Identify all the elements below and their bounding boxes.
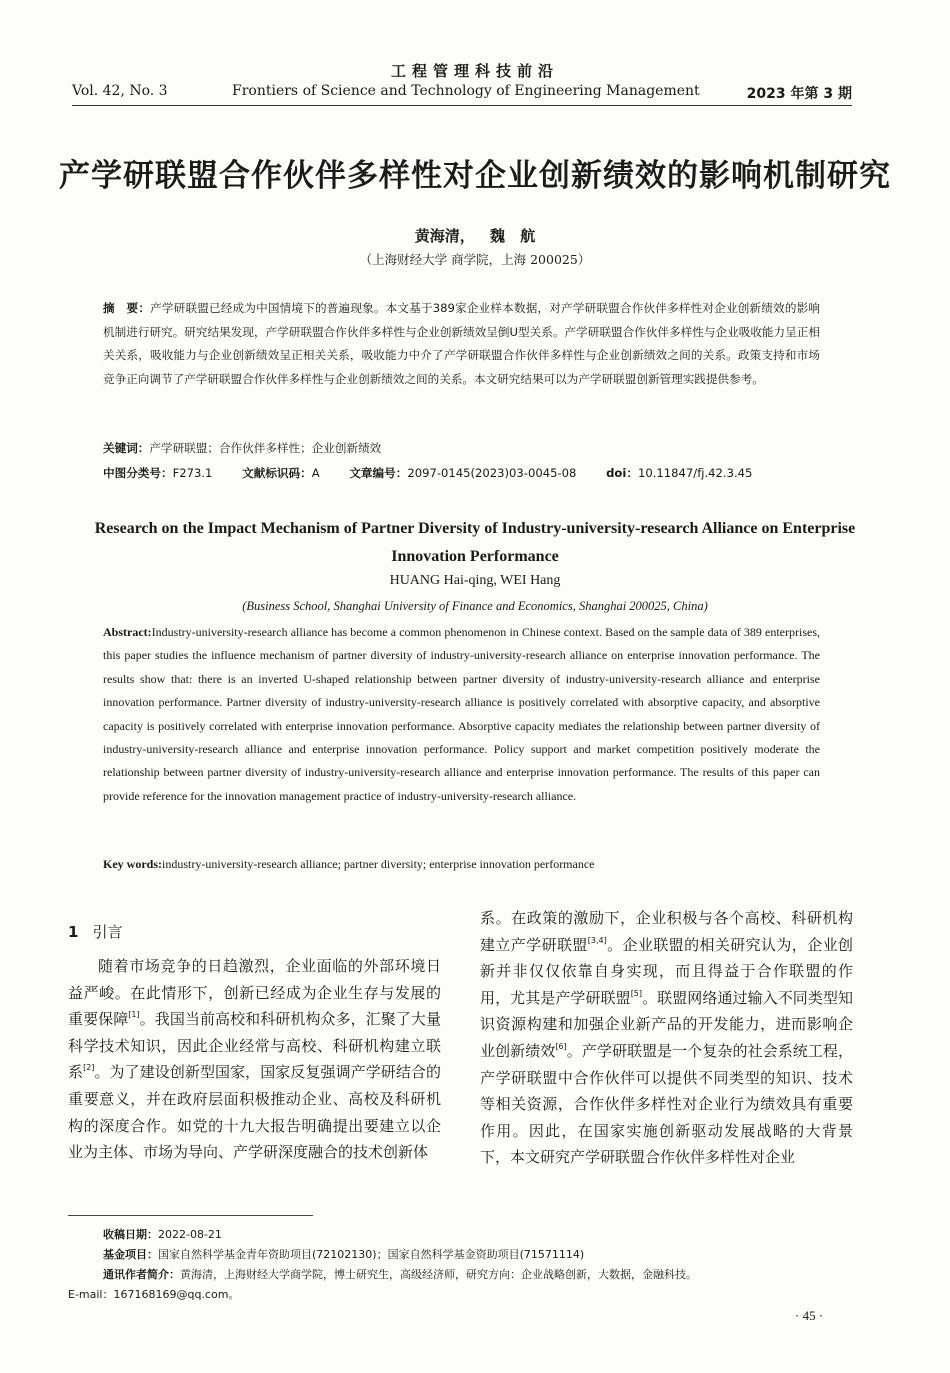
body-column-right: 系。在政策的激励下，企业积极与各个高校、科研机构建立产学研联盟[3,4]。企业联盟的相关研究认为，企业创新并非仅仅依靠自身实现，而且得益于合作联盟的作用，尤其是产学研联盟[5]。联盟网络通过输入不同类型知识资源构建和加强企业新产品的开发能力，进而影响企业创新绩效[6]。产学研联盟是一个复杂的社会系统工程，产学研联盟中合作伙伴可以提供不同类型的知识、技术等相关资源，合作伙伴多样性对企业行为绩效具有重要作用。因此，在国家实施创新驱动发展战略的大背景下，本文研究产学研联盟合作伙伴多样性对企业	[480, 909, 853, 1167]
volume-issue: Vol. 42, No. 3	[72, 83, 168, 99]
paper-title: 产学研联盟合作伙伴多样性对企业创新绩效的影响机制研究	[59, 158, 891, 194]
journal-title-en: Frontiers of Science and Technology of Engineering Management	[232, 83, 700, 99]
running-header	[72, 83, 852, 103]
citation: [2]	[83, 1063, 95, 1073]
abstract-cn-label: 摘 要：	[103, 301, 151, 315]
doi: doi：10.11847/fj.42.3.45	[606, 466, 753, 480]
authors-en: HUANG Hai-qing, WEI Hang	[389, 573, 561, 588]
section-number: 1	[68, 923, 79, 941]
journal-title-cn: 工程管理科技前沿	[390, 62, 559, 80]
classification-line	[103, 465, 833, 481]
citation: [3,4]	[587, 935, 607, 945]
paper-title-en: Research on the Impact Mechanism of Partner Diversity of Industry-university-research Alliance on Enterprise Innovation Performance	[94, 520, 856, 565]
keywords-en-label: Key words:	[103, 857, 162, 871]
abstract-cn	[103, 297, 820, 391]
doc-code: 文献标识码：A	[242, 466, 320, 480]
citation: [6]	[555, 1041, 567, 1051]
author-info: 通讯作者简介：黄海清，上海财经大学商学院，博士研究生，高级经济师，研究方向：企业战略创新，大数据，金融科技。	[103, 1268, 697, 1281]
page-number: · 45 ·	[795, 1308, 824, 1323]
received-date: 收稿日期：2022-08-21	[103, 1228, 222, 1241]
article-number: 文章编号：2097-0145(2023)03-0045-08	[349, 466, 577, 480]
keywords-en	[103, 857, 820, 872]
abstract-en-label: Abstract:	[103, 625, 152, 639]
affiliation: （上海财经大学 商学院，上海 200025）	[359, 252, 591, 267]
keywords-cn-text: 产学研联盟；合作伙伴多样性；企业创新绩效	[149, 441, 382, 455]
authors: 黄海清， 魏 航	[414, 227, 536, 245]
clc: 中图分类号：F273.1	[103, 466, 213, 480]
section-heading	[68, 921, 122, 942]
affiliation-en: (Business School, Shanghai University of Finance and Economics, Shanghai 200025, China)	[242, 599, 708, 613]
abstract-en-text: Industry-university-research alliance has become a common phenomenon in Chinese context. Based on the sample data of 389 enterprises, this paper studies the influence mechanism of partner diversity of industry-university-research alliance on enterprise innovation performance. The results show that: there is an inverted U-shaped relationship between partner diversity of industry-university-research alliance and enterprise innovation performance. Partner diversity of industry-university-research alliance is positively correlated with absorptive capacity, and absorptive capacity is positively correlated with enterprise innovation performance. Absorptive capacity mediates the relationship between partner diversity of industry-university-research alliance and enterprise innovation performance. Policy support and market competition positively moderate the relationship between partner diversity of industry-university-research alliance and enterprise innovation performance. The results of this paper can provide reference for the innovation management practice of industry-university-research alliance.	[103, 625, 820, 803]
footnote-rule	[68, 1215, 313, 1216]
keywords-cn-label: 关键词：	[103, 441, 150, 455]
abstract-cn-text: 产学研联盟已经成为中国情境下的普遍现象。本文基于389家企业样本数据，对产学研联盟合作伙伴多样性对企业创新绩效的影响机制进行研究。研究结果发现，产学研联盟合作伙伴多样性与企业创新绩效呈倒U型关系。产学研联盟合作伙伴多样性与企业吸收能力呈正相关关系，吸收能力与企业创新绩效呈正相关关系，吸收能力中介了产学研联盟合作伙伴多样性与企业创新绩效之间的关系。政策支持和市场竞争正向调节了产学研联盟合作伙伴多样性与企业创新绩效之间的关系。本文研究结果可以为产学研联盟创新管理实践提供参考。	[103, 301, 820, 386]
body-column-left: 随着市场竞争的日趋激烈，企业面临的外部环境日益严峻。在此情形下，创新已经成为企业生存与发展的重要保障[1]。我国当前高校和科研机构众多，汇聚了大量科学技术知识，因此企业经常与高校、科研机构建立联系[2]。为了建设创新型国家，国家反复强调产学研结合的重要意义，并在政府层面积极推动企业、高校及科研机构的深度合作。如党的十九大报告明确提出要建立以企业为主体、市场为导向、产学研深度融合的技术创新体	[68, 957, 441, 1162]
keywords-cn	[103, 440, 820, 456]
section-title: 引言	[92, 923, 123, 941]
author-email: E-mail：167168169@qq.com。	[68, 1288, 240, 1301]
abstract-en	[103, 621, 820, 808]
citation: [5]	[630, 988, 643, 998]
header-rule	[72, 105, 852, 106]
fund-info: 基金项目：国家自然科学基金青年资助项目(72102130)；国家自然科学基金资助项目(71571114)	[103, 1248, 585, 1261]
issue-cn: 2023 年第 3 期	[746, 86, 852, 102]
citation: [1]	[128, 1010, 140, 1020]
keywords-en-text: industry-university-research alliance; partner diversity; enterprise innovation performance	[162, 857, 595, 871]
